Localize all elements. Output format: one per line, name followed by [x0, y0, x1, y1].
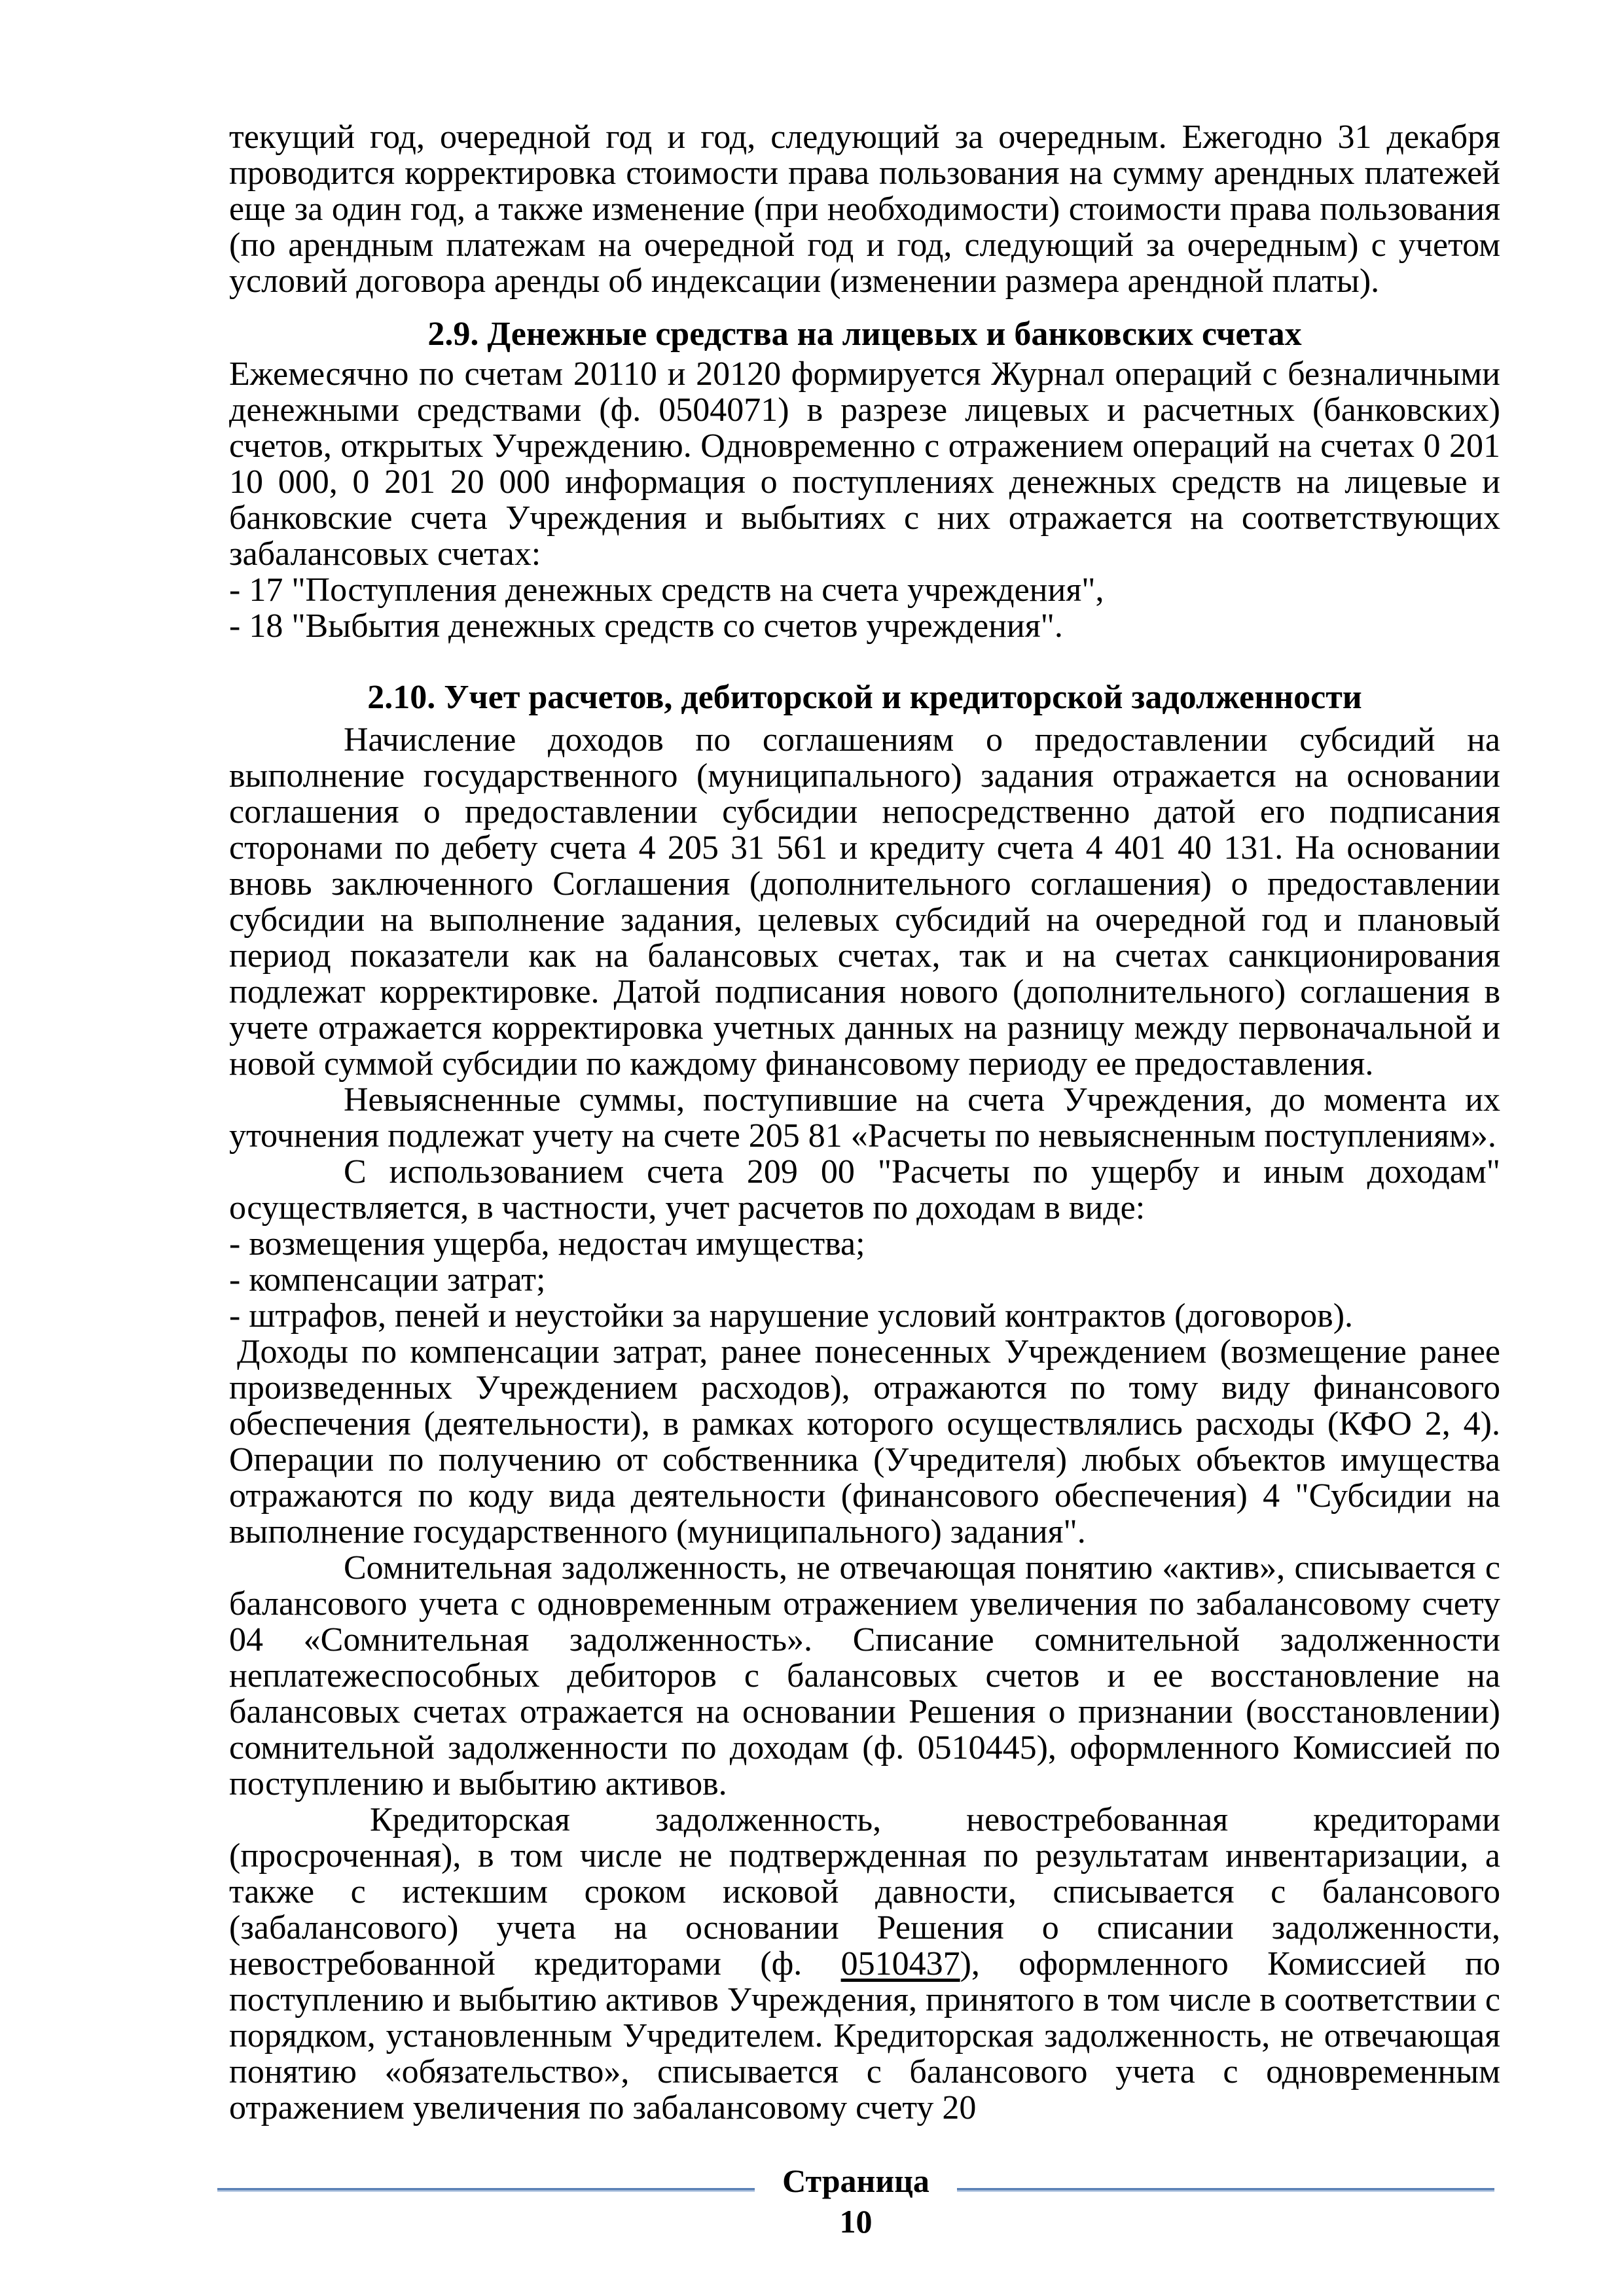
- footer-page-number: 10: [839, 2203, 873, 2240]
- paragraph-doubtful-debt: Сомнительная задолженность, не отвечающая понятию «актив», списывается с балансового учета с одновременным отражением увеличения по забалансовому счету 04 «Сомнительная задолженность». Списание сомнительной задолженности неплатежеспособных дебиторов с балансовых счетов и ее восстановление на балансовых счетах отражается на основании Решения о признании (восстановлении) сомнительной задолженности по доходам (ф. 0510445), оформленного Комиссией по поступлению и выбытию активов.: [229, 1549, 1500, 1803]
- footer-rule-row: [217, 2164, 1494, 2198]
- page-footer: [217, 2164, 1494, 2238]
- creditor-text-before: Кредиторская задолженность, невостребованная кредиторами (просроченная), в том числе не подтвержденная по результатам инвентаризации, а также с истекшим сроком исковой давности, списывается с балансового (забалансового) учета на основании Решения о списании задолженности, невостребованной кредиторами (ф.: [229, 1801, 1500, 1982]
- paragraph-unclear-amounts: Невыясненные суммы, поступившие на счета Учреждения, до момента их уточнения подлежат учету на счете 205 81 «Расчеты по невыясненным поступлениям».: [229, 1081, 1500, 1155]
- list-item-fines: - штрафов, пеней и неустойки за нарушение условий контрактов (договоров).: [229, 1297, 1354, 1335]
- list-item-cost-compensation: - компенсации затрат;: [229, 1261, 546, 1299]
- footer-page-label: Страница: [782, 2162, 929, 2199]
- paragraph-cost-compensation-income: Доходы по компенсации затрат, ранее понесенных Учреждением (возмещение ранее произведенных Учреждением расходов), отражаются по тому виду финансового обеспечения (деятельности), в рамках которого осуществлялись расходы (КФО 2, 4). Операции по получению от собственника (Учредителя) любых объектов имущества отражаются по коду вида деятельности (финансового обеспечения) 4 "Субсидии на выполнение государственного (муниципального) задания".: [229, 1333, 1500, 1551]
- footer-rule-right: [957, 2188, 1494, 2192]
- list-item-account-18: - 18 "Выбытия денежных средств со счетов учреждения".: [229, 607, 1063, 645]
- footer-rule-left: [217, 2188, 755, 2192]
- section-heading-2-9: 2.9. Денежные средства на лицевых и банковских счетах: [427, 315, 1302, 353]
- form-0510437-link[interactable]: 0510437: [840, 1945, 960, 1982]
- paragraph-account-209: С использованием счета 209 00 "Расчеты по ущербу и иным доходам" осуществляется, в частности, учет расчетов по доходам в виде:: [229, 1153, 1500, 1227]
- list-item-account-17: - 17 "Поступления денежных средств на счета учреждения",: [229, 571, 1104, 609]
- creditor-text-after: ), оформленного Комиссией по поступлению и выбытию активов Учреждения, принятого в том числе в соответствии с порядком, установленным Учредителем. Кредиторская задолженность, не отвечающая понятию «обязательство», списывается с балансового учета с одновременным отражением увеличения по забалансовому счету 20: [229, 1945, 1500, 2126]
- section-heading-2-10: 2.10. Учет расчетов, дебиторской и кредиторской задолженности: [367, 679, 1362, 716]
- paragraph-cash-accounts: Ежемесячно по счетам 20110 и 20120 формируется Журнал операций с безналичными денежными средствами (ф. 0504071) в разрезе лицевых и расчетных (банковских) счетов, открытых Учреждению. Одновременно с отражением операций на счетах 0 201 10 000, 0 201 20 000 информация о поступлениях денежных средств на лицевые и банковские счета Учреждения и выбытиях с них отражается на соответствующих забалансовых счетах:: [229, 355, 1500, 573]
- document-body: [229, 119, 1500, 2126]
- paragraph-lease-adjustment: текущий год, очередной год и год, следующий за очередным. Ежегодно 31 декабря проводится корректировка стоимости права пользования на сумму арендных платежей еще за один год, а также изменение (при необходимости) стоимости права пользования (по арендным платежам на очередной год и год, следующий за очередным) с учетом условий договора аренды об индексации (изменении размера арендной платы).: [229, 118, 1500, 300]
- paragraph-subsidy-accrual: Начисление доходов по соглашениям о предоставлении субсидий на выполнение государственного (муниципального) задания отражается на основании соглашения о предоставлении субсидии непосредственно датой его подписания сторонами по дебету счета 4 205 31 561 и кредиту счета 4 401 40 131. На основании вновь заключенного Соглашения (дополнительного соглашения) о предоставлении субсидии на выполнение задания, целевых субсидий на очередной год и плановый период показатели как на балансовых счетах, так и на счетах санкционирования подлежат корректировке. Датой подписания нового (дополнительного) соглашения в учете отражается корректировка учетных данных на разницу между первоначальной и новой суммой субсидии по каждому финансовому периоду ее предоставления.: [229, 721, 1500, 1083]
- paragraph-creditor-debt: [229, 1802, 1500, 2126]
- list-item-damage-compensation: - возмещения ущерба, недостач имущества;: [229, 1225, 865, 1263]
